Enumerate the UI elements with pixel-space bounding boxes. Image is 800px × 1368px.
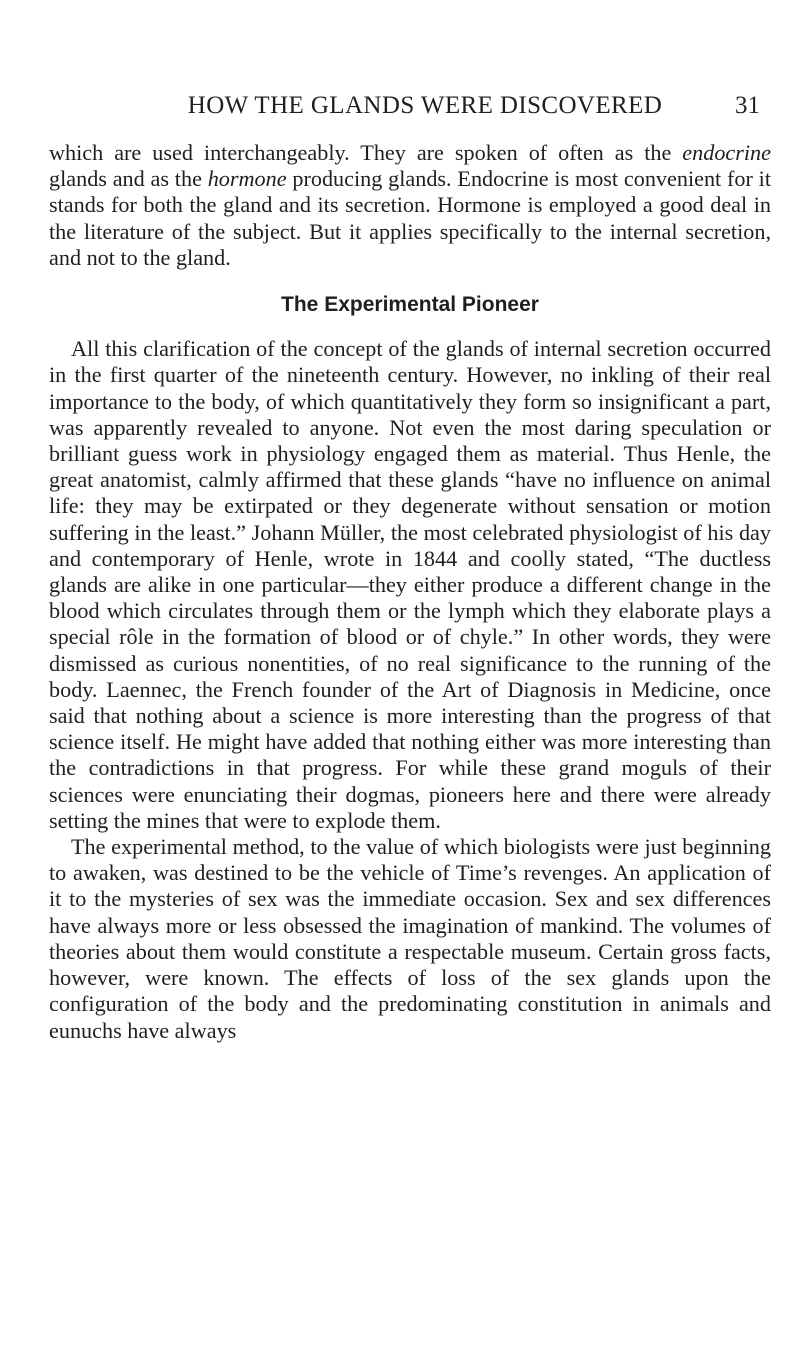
page-number: 31 [735,92,760,119]
running-head: HOW THE GLANDS WERE DISCOVERED [187,92,663,119]
body-text [49,140,771,1044]
page-header [86,86,764,126]
paragraph-1-text-c: producing glands. Endocrine is most convenient for it stands for both the gland and its secretion. Hormone is employed a good deal in the literature of the subject. But it applies specifically to the internal secretion, and not to the gland. [49,166,771,270]
paragraph-1-text-b: glands and as the [49,166,208,192]
hormone-term: hormone [207,166,287,192]
endocrine-term: endocrine [682,140,771,165]
paragraph-1-text-a: which are used interchangeably. They are spoken of often as the [49,140,683,165]
paragraph-3: The experimental method, to the value of which biologists were just beginning to awaken, was destined to be the vehicle of Time’s revenges. An application of it to the mysteries of sex was the immediate occasion. Sex and sex differences have always more or less obsessed the imagination of mankind. The volumes of theories about them would constitute a respectable museum. Certain gross facts, however, were known. The effects of loss of the sex glands upon the configuration of the body and the predominating constitution in animals and eunuchs have always [49,834,771,1043]
paragraph-1 [49,140,771,271]
section-heading: The Experimental Pioneer [281,293,539,317]
paragraph-2: All this clarification of the concept of the glands of internal secretion occurred in the first quarter of the nineteenth century. However, no inkling of their real importance to the body, of which quantitatively they form so insignificant a part, was apparently revealed to anyone. Not even the most daring speculation or brilliant guess work in physiology engaged them as material. Thus Henle, the great anatomist, calmly affirmed that these glands “have no influence on animal life: they may be extirpated or they degenerate without sensation or motion suffering in the least.” Johann Müller, the most celebrated physiologist of his day and contemporary of Henle, wrote in 1844 and coolly stated, “The ductless glands are alike in one particular—they either produce a different change in the blood which circulates through them or the lymph which they elaborate plays a special rôle in the formation of blood or of chyle.” In other words, they were dismissed as curious nonentities, of no real significance to the running of the body. Laennec, the French founder of the Art of Diagnosis in Medicine, once said that nothing about a science is more interesting than the progress of that science itself. He might have added that nothing either was more interesting than the contradictions in that progress. For while these grand moguls of their sciences were enunciating their dogmas, pioneers here and there were already setting the mines that were to explode them. [49,336,771,833]
